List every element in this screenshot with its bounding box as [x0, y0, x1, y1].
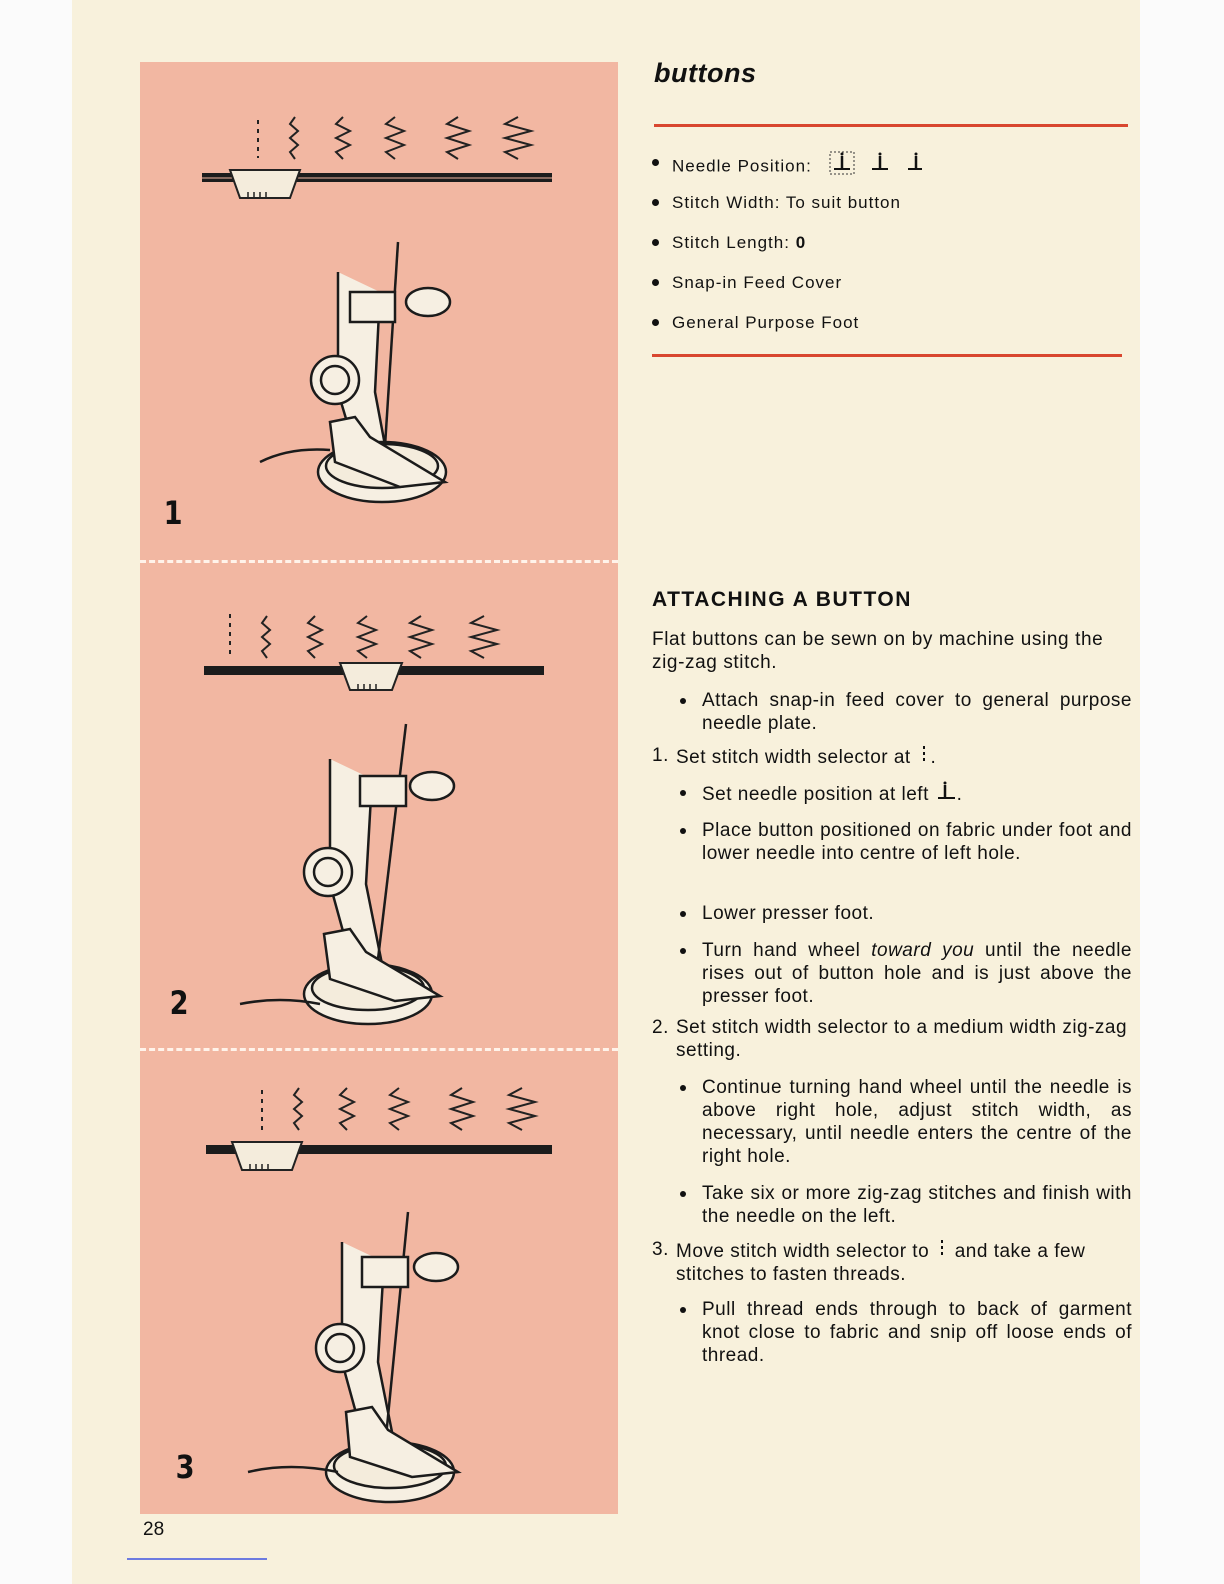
instruction-bullet	[680, 1298, 1132, 1367]
spec-needle-position	[652, 150, 1132, 190]
step-text-part: Set stitch width selector at	[676, 747, 911, 768]
spec-stitch-length	[652, 230, 1132, 270]
figure-divider	[140, 1048, 618, 1051]
straight-stitch-symbol	[917, 744, 931, 766]
left-needle-position-symbol	[935, 781, 957, 803]
page-number: 28	[143, 1519, 165, 1540]
spec-stitch-width	[652, 190, 1132, 230]
sewing-machine-illustration-2	[140, 564, 618, 1048]
spec-label: General Purpose Foot	[672, 313, 860, 332]
spec-label: Stitch Length:	[672, 233, 790, 252]
link-underline	[127, 1558, 267, 1560]
step-2	[652, 1016, 1132, 1062]
right-margin	[1140, 0, 1224, 1584]
illustration-column	[140, 62, 618, 1514]
bullet-dot	[680, 790, 686, 796]
step-3	[652, 1238, 1132, 1286]
figure-divider	[140, 560, 618, 563]
bullet-text: Pull thread ends through to back of garment knot close to fabric and snip off loose ends of thread.	[702, 1299, 1132, 1366]
spec-label: Stitch Width:	[672, 193, 781, 212]
bottom-red-rule	[652, 354, 1122, 357]
instruction-bullet	[680, 1076, 1132, 1168]
instruction-bullet	[680, 939, 1132, 1008]
spec-feed-cover	[652, 270, 1132, 310]
spec-value: 0	[795, 233, 807, 252]
bullet-dot	[680, 828, 686, 834]
instruction-bullet	[680, 781, 1132, 806]
figure-label-3: 3	[175, 1448, 195, 1486]
bullet-dot	[680, 698, 686, 704]
instruction-bullet	[680, 1182, 1132, 1228]
bullet-text-part: until the needle rises out of button hole and is just above the presser foot.	[702, 940, 1132, 1007]
figure-label-2: 2	[169, 984, 189, 1022]
instruction-bullet	[680, 902, 1132, 925]
bullet-dot	[680, 948, 686, 954]
bullet-text: Set needle position at left .	[702, 781, 1132, 806]
step-text: Set stitch width selector at .	[676, 744, 1132, 769]
needle-position-icons	[828, 150, 938, 184]
instruction-bullet	[680, 689, 1132, 735]
spec-value: To suit button	[785, 193, 901, 212]
spec-label: Needle Position:	[672, 156, 812, 176]
bullet-dot	[680, 1191, 686, 1197]
step-text	[676, 1238, 1132, 1286]
bullet-dot	[680, 1307, 686, 1313]
bullet-text: Continue turning hand wheel until the needle is above right hole, adjust stitch width, as necessary, until needle enters the centre of the right hole.	[702, 1077, 1132, 1167]
bullet-text	[702, 939, 1132, 1008]
bullet-text: Attach snap-in feed cover to general purpose needle plate.	[702, 690, 1132, 734]
bullet-dot	[680, 911, 686, 917]
step-text-part: Move stitch width selector to	[676, 1241, 930, 1262]
sewing-machine-illustration-3	[140, 1052, 618, 1514]
top-red-rule	[654, 124, 1128, 127]
page-title: buttons	[654, 58, 757, 88]
step-text-part: and take a few stitches to fasten threads.	[676, 1241, 1086, 1285]
bullet-text-part: Turn hand wheel	[702, 940, 861, 961]
figure-label-1: 1	[163, 494, 183, 532]
step-1	[652, 744, 1132, 769]
spec-foot	[652, 310, 1132, 350]
intro-paragraph	[652, 628, 1132, 674]
sewing-machine-illustration-1	[140, 62, 618, 557]
step-number: 1.	[652, 745, 669, 766]
instruction-bullet	[680, 819, 1132, 865]
straight-stitch-symbol	[935, 1238, 949, 1260]
bullet-text: Take six or more zig-zag stitches and finish with the needle on the left.	[702, 1183, 1132, 1227]
step-text: Set stitch width selector to a medium width zig-zag setting.	[676, 1017, 1128, 1061]
intro-text: Flat buttons can be sewn on by machine using the zig-zag stitch.	[652, 629, 1104, 673]
left-margin	[0, 0, 72, 1584]
bullet-text: Place button positioned on fabric under foot and lower needle into centre of left hole.	[702, 820, 1132, 864]
emphasis-text: toward you	[871, 940, 975, 961]
spec-label: Snap-in Feed Cover	[672, 273, 843, 292]
settings-list	[652, 150, 1132, 350]
step-number: 2.	[652, 1017, 669, 1038]
bullet-text-part: Set needle position at left	[702, 784, 929, 805]
step-number: 3.	[652, 1239, 669, 1260]
figure-panel-2	[140, 564, 618, 1048]
bullet-dot	[680, 1085, 686, 1091]
figure-panel-3	[140, 1052, 618, 1514]
figure-panel-1	[140, 62, 618, 557]
bullet-text: Lower presser foot.	[702, 903, 875, 924]
section-heading: ATTACHING A BUTTON	[652, 588, 912, 611]
